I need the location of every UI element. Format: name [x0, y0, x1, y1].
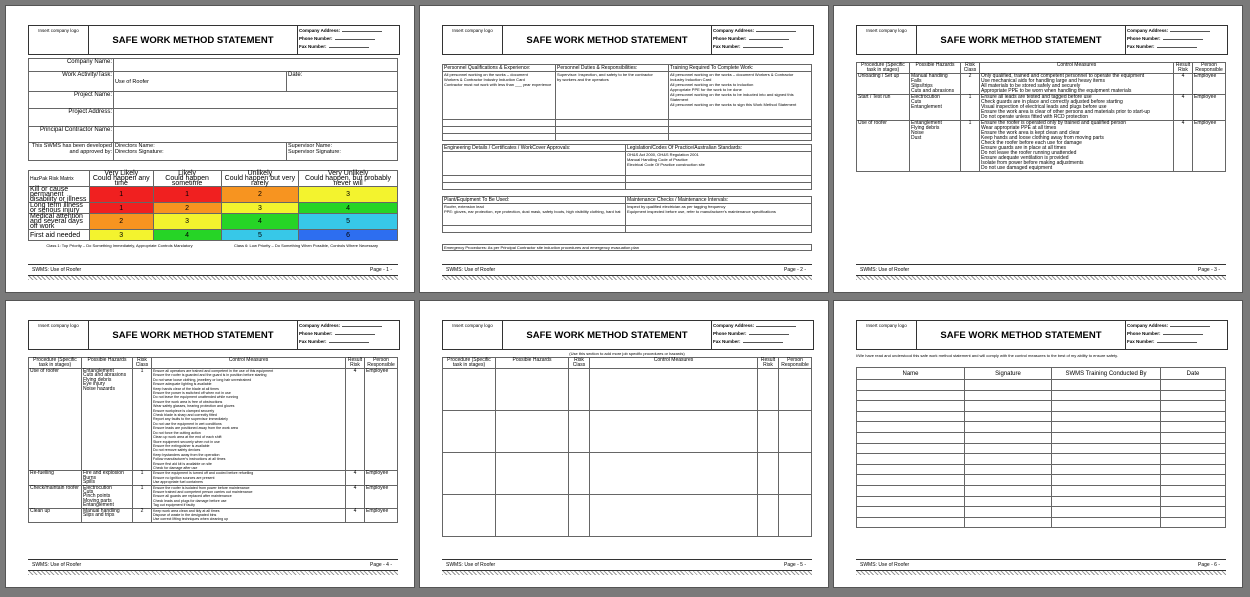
risk-cell: 3 [153, 214, 221, 230]
risk-cell: 2 [153, 203, 221, 214]
signoff-cell[interactable] [1161, 443, 1226, 454]
table-row: Clean up Manual handling Slips and trips 2 Keep work area clean and tidy at all times Dispose of waste in the designated bins Use correct lifting techniques when cleaning up 4 Employee [29, 508, 398, 522]
signoff-cell[interactable] [1161, 422, 1226, 433]
qualifications-table: Personnel Qualifications & Experience: Personnel Duties & Responsibilities: Training Required To Complete Work: All personnel working on the works – document Workers & Contractor Industry Induction Card Contractor must not work with less than ___ year experience Supervisor: Inspection, and safety to be the contractor by workers and the operators All personnel working on the works – document Workers & Contractor Industry Induction Card All personnel working on the works to induction Appropriate PPE for the work to be done All personnel working on the works to be inducted into and signed this Statement All personnel working on the works to sign this Work Method Statement [442, 64, 812, 141]
page-header: Insert company logo SAFE WORK METHOD STATEMENT Company Address: Phone Number: Fax Number: [28, 320, 400, 350]
signoff-cell[interactable] [857, 380, 965, 391]
class6-note: Class 6: Low Priority – Do Something When Possible, Controls Where Necessary [233, 243, 379, 248]
document-title: SAFE WORK METHOD STATEMENT [503, 321, 712, 349]
company-logo: Insert company logo [29, 26, 89, 54]
consequence-label: Kill or cause permanent disability or illness [29, 187, 90, 203]
risk-cell: 1 [153, 187, 221, 203]
signoff-cell[interactable] [1052, 390, 1161, 401]
signoff-cell[interactable] [965, 496, 1052, 507]
signoff-cell[interactable] [965, 411, 1052, 422]
date-label: Date: [287, 72, 398, 92]
supervisor-name-label: Supervisor Name: [288, 143, 333, 149]
signoff-cell[interactable] [1052, 517, 1161, 528]
page-5 [419, 300, 829, 588]
signoff-cell[interactable] [1052, 485, 1161, 496]
section-note: (Use this section to add more job specific procedures or hazards) [569, 351, 685, 356]
signoff-cell[interactable] [857, 517, 965, 528]
signoff-cell[interactable] [1161, 454, 1226, 465]
page-2 [419, 5, 829, 293]
table-row: Start / Test run Electrocution Cuts Entanglement 1 Ensure all leads are tested and tagged before use Check guards are in place and correctly adjusted before starting Visual inspection of electrical leads and plugs before use Ensure the work area is clear of other persons and materials prior to start-up Do not operate unless fitted with RCD protection 4 Employee [857, 95, 1226, 121]
fax-label: Fax Number: [299, 44, 327, 49]
signoff-cell[interactable] [857, 454, 965, 465]
signoff-cell[interactable] [1052, 422, 1161, 433]
risk-cell: 3 [299, 187, 398, 203]
signoff-cell[interactable] [1052, 443, 1161, 454]
page-header: Insert company logo SAFE WORK METHOD STATEMENT Company Address: Phone Number: Fax Number: [442, 320, 814, 350]
likelihood-header: Very Likely Could happen any time [90, 171, 154, 187]
signoff-cell[interactable] [965, 380, 1052, 391]
table-row: Unloading / Set up Manual handling Falls Slips/trips Cuts and abrasions 2 Only qualified, trained and competent personnel to operate the equipment Use mechanical aids for handling large and heavy items All materials to be stored safely and securely Appropriate PPE to be worn when handling the equipment materials 4 Employee [857, 74, 1226, 95]
signoff-cell[interactable] [857, 507, 965, 518]
risk-cell: 5 [299, 214, 398, 230]
table-row: Use of roofer Entanglement Cuts and abrasions Flying debris Eye injury Noise hazards 1 Ensure all operators are trained and competent in the use of this equipment Ensure the roofer is guarded and the guard is in position before starting Do not wear loose clothing, jewellery or long hair unrestrained Ensure adequate lighting is available Keep hands clear of the blade at all times Ensure the power is switched off when not in use Do not leave the equipment unattended while running Ensure the work area is free of obstructions Wear safety glasses, hearing protection and gloves Ensure workpiece is clamped securely Check blade is sharp and correctly fitted Report any faults to the supervisor immediately Do not use the equipment in wet conditions Ensure leads are positioned away from the work area Do not force the cutting action Clean up work area at the end of each shift Store equipment securely when not in use Ensure fire extinguisher is available Do not remove safety devices Keep bystanders away from the operation Follow manufacturer's instructions at all times Ensure first aid kit is available on site Check for damage after use 4 Employee [29, 369, 398, 471]
company-logo: Insert company logo [443, 321, 503, 349]
document-title: SAFE WORK METHOD STATEMENT [89, 321, 298, 349]
signoff-cell[interactable] [965, 485, 1052, 496]
table-row: Check/maintain roofer Electrocution Cuts Pinch points Moving parts Entanglement 1 Ensure the roofer is isolated from power before maintenance Ensure trained and competent person carries out maintenance Ensure all guards are replaced after maintenance Check leads and plugs for damage before use Tag out equipment if faulty 4 Employee [29, 485, 398, 508]
company-logo: Insert company logo [857, 321, 917, 349]
risk-cell: 4 [221, 214, 298, 230]
page-4 [5, 300, 415, 588]
signoff-cell[interactable] [965, 401, 1052, 412]
directors-signature-label: Directors Signature: [115, 149, 164, 155]
risk-matrix [28, 170, 398, 241]
signoff-cell[interactable] [1161, 496, 1226, 507]
signoff-cell[interactable] [857, 432, 965, 443]
company-logo: Insert company logo [857, 26, 917, 54]
signoff-cell[interactable] [965, 464, 1052, 475]
work-activity-label: Work Activity/Task: [29, 72, 114, 92]
signoff-cell[interactable] [857, 411, 965, 422]
signoff-cell[interactable] [1052, 475, 1161, 486]
page-footer: SWMS: Use of Roofer Page - 1 - [28, 264, 398, 276]
phone-label: Phone Number: [299, 36, 333, 41]
project-name-label: Project Name: [29, 92, 114, 109]
developed-by-label: This SWMS has been developed and approved by: [29, 143, 114, 161]
signoff-cell[interactable] [1052, 454, 1161, 465]
document-title: SAFE WORK METHOD STATEMENT [917, 26, 1126, 54]
company-logo: Insert company logo [443, 26, 503, 54]
procedure-table: Procedure (Specific task in stages) Possible Hazards Risk Class Control Measures Result Risk Person Responsible Unloading / Set up Manual handling Falls Slips/trips Cuts and abrasions 2 Only qualified, trained and competent personnel to operate the equipment Use mechanical aids for handling large and heavy items All materials to be stored safely and securely Appropriate PPE to be worn when handling the equipment materials 4 Employee Start / Test run Electrocution Cuts Entanglement 1 Ensure all leads are tested and tagged before use Check guards are in place and correctly adjusted before starting Visual inspection of electrical leads and plugs before use Ensure the work area is clear of other persons and materials prior to start-up Do not operate unless fitted with RCD protection 4 Employee Use of roofer Entanglement Flying debris Noise Dust 1 Ensure the roofer is operated only by trained and qualified person Wear appropriate PPE at all times Ensure the work area is kept clean and clear Keep hands and loose clothing away from moving parts Check the roofer before each use for damage Ensure guards are in place at all times Do not leave the roofer running unattended Ensure adequate ventilation is provided Isolate from power before making adjustments Do not use damaged equipment 4 Employee [856, 62, 1226, 172]
page-1 [5, 5, 415, 293]
page-footer: SWMS: Use of Roofer Page - 2 - [442, 264, 812, 276]
procedure-table: Procedure (Specific task in stages) Possible Hazards Risk Class Control Measures Result Risk Person Responsible Use of roofer Entanglement Cuts and abrasions Flying debris Eye injury Noise hazards 1 Ensure all operators are trained and competent in the use of this equipment Ensure the roofer is guarded and the guard is in position before starting Do not wear loose clothing, jewellery or long hair unrestrained Ensure adequate lighting is available Keep hands clear of the blade at all times Ensure the power is switched off when not in use Do not leave the equipment unattended while running Ensure the work area is free of obstructions Wear safety glasses, hearing protection and gloves Ensure workpiece is clamped securely Check blade is sharp and correctly fitted Report any faults to the supervisor immediately Do not use the equipment in wet conditions Ensure leads are positioned away from the work area Do not force the cutting action Clean up work area at the end of each shift Store equipment securely when not in use Ensure fire extinguisher is available Do not remove safety devices Keep bystanders away from the operation Follow manufacturer's instructions at all times Ensure first aid kit is available on site Check for damage after use 4 Employee Re-fuelling Fire and explosion Burns Spills 1 Ensure the equipment is turned off and cooled before refuelling Ensure no ignition sources are present Use appropriate fuel containers 4 Employee Check/maintain roofer Electrocution Cuts Pinch points Moving parts Entanglement 1 Ensure the roofer is isolated from power before maintenance Ensure trained and competent person carries out maintenance Ensure all guards are replaced after maintenance Check leads and plugs for damage before use Tag out equipment if faulty 4 Employee Clean up Manual handling Slips and trips 2 Keep work area clean and tidy at all times Dispose of waste in the designated bins Use correct lifting techniques when cleaning up 4 Employee [28, 357, 398, 523]
page-header: Insert company logo SAFE WORK METHOD STATEMENT Company Address: Phone Number: Fax Number: [856, 320, 1228, 350]
page-footer: SWMS: Use of Roofer Page - 5 - [442, 559, 812, 571]
signoff-cell[interactable] [1052, 411, 1161, 422]
page-header [28, 25, 400, 55]
signoff-cell[interactable] [1161, 411, 1226, 422]
signoff-cell[interactable] [1052, 507, 1161, 518]
signoff-cell[interactable] [1161, 390, 1226, 401]
risk-cell: 2 [90, 214, 154, 230]
signoff-cell[interactable] [1161, 464, 1226, 475]
signoff-cell[interactable] [965, 390, 1052, 401]
company-address-label: Company Address: [299, 28, 341, 33]
company-name-label: Company Name: [29, 59, 114, 72]
risk-matrix-title: HazPak Risk Matrix [29, 171, 90, 187]
company-logo: Insert company logo [29, 321, 89, 349]
signoff-cell[interactable] [1052, 432, 1161, 443]
page-footer: SWMS: Use of Roofer Page - 4 - [28, 559, 398, 571]
risk-cell: 5 [221, 230, 298, 241]
risk-cell: 1 [90, 203, 154, 214]
project-details-table [28, 58, 398, 161]
signoff-cell[interactable] [1161, 475, 1226, 486]
principal-contractor-label: Principal Contractor Name: [29, 127, 114, 143]
signoff-cell[interactable] [857, 464, 965, 475]
project-address-label: Project Address: [29, 109, 114, 127]
consequence-label: Medical attention and several days off work [29, 214, 90, 230]
plant-table: Plant/Equipment To Be Used: Maintenance Checks / Maintenance Intervals: Roofer, extension lead PPE: gloves, ear protection, eye protection, dust mask, safety boots, high visibility clothing, hard hat Inspect by qualified electrician as per tagging frequency Equipment inspected before use, refer to manufacturer's maintenance specifications [442, 196, 812, 233]
page-footer: SWMS: Use of Roofer Page - 3 - [856, 264, 1226, 276]
signoff-cell[interactable] [857, 496, 965, 507]
consequence-label: Long term illness or serious injury [29, 203, 90, 214]
signoff-cell[interactable] [1052, 496, 1161, 507]
signoff-cell[interactable] [857, 443, 965, 454]
page-6 [833, 300, 1243, 588]
signoff-cell[interactable] [965, 432, 1052, 443]
signoff-cell[interactable] [1052, 401, 1161, 412]
work-activity-value: Use of Roofer [114, 72, 287, 92]
signoff-cell[interactable] [1161, 507, 1226, 518]
procedure-table: Procedure (Specific task in stages) Possible Hazards Risk Class Control Measures Result Risk Person Responsible [442, 357, 812, 537]
signoff-cell[interactable] [965, 422, 1052, 433]
document-title: SAFE WORK METHOD STATEMENT [917, 321, 1126, 349]
page-footer: SWMS: Use of Roofer Page - 6 - [856, 559, 1226, 571]
table-row: Use of roofer Entanglement Flying debris Noise Dust 1 Ensure the roofer is operated only by trained and qualified person Wear appropriate PPE at all times Ensure the work area is kept clean and clear Keep hands and loose clothing away from moving parts Check the roofer before each use for damage Ensure guards are in place at all times Do not leave the roofer running unattended Ensure adequate ventilation is provided Isolate from power before making adjustments Do not use damaged equipment 4 Employee [857, 121, 1226, 172]
signoff-cell[interactable] [857, 401, 965, 412]
likelihood-header: Likely Could happen sometime [153, 171, 221, 187]
signoff-cell[interactable] [857, 475, 965, 486]
signoff-cell[interactable] [1161, 380, 1226, 391]
signoff-cell[interactable] [1161, 517, 1226, 528]
signoff-cell[interactable] [1161, 401, 1226, 412]
page-header: Insert company logo SAFE WORK METHOD STATEMENT Company Address: Phone Number: Fax Number: [856, 25, 1228, 55]
risk-cell: 3 [90, 230, 154, 241]
signoff-table: Name Signature SWMS Training Conducted By Date [856, 367, 1226, 528]
likelihood-header: Unlikely Could happen but very rarely [221, 171, 298, 187]
signoff-cell[interactable] [857, 422, 965, 433]
class1-note: Class 1: Top Priority – Do Something Immediately, Appropriate Controls Mandatory [46, 243, 193, 248]
risk-cell: 6 [299, 230, 398, 241]
risk-cell: 4 [299, 203, 398, 214]
engineering-table: Engineering Details / Certificates / WorkCover Approvals: Legislation/Codes Of Practice/Australian Standards: OH&S Act 2000, OH&S Regulation 2001 Manual Handling Code of Practice Electrical Code Of Practice construction site [442, 144, 812, 190]
document-title: SAFE WORK METHOD STATEMENT [89, 26, 298, 54]
signoff-cell[interactable] [857, 390, 965, 401]
document-title: SAFE WORK METHOD STATEMENT [503, 26, 712, 54]
likelihood-header: Very Unlikely Could happen, but probably never will [299, 171, 398, 187]
signoff-cell[interactable] [965, 507, 1052, 518]
consequence-label: First aid needed [29, 230, 90, 241]
signoff-cell[interactable] [857, 485, 965, 496]
risk-cell: 1 [90, 187, 154, 203]
risk-cell: 2 [221, 187, 298, 203]
risk-cell: 3 [221, 203, 298, 214]
signoff-cell[interactable] [1161, 432, 1226, 443]
emergency-table: Emergency Procedures: As per Principal Contractor site induction procedures and emergency evacuation plan [442, 244, 812, 251]
risk-cell: 4 [153, 230, 221, 241]
page-header: Insert company logo SAFE WORK METHOD STATEMENT Company Address: Phone Number: Fax Number: [442, 25, 814, 55]
signoff-cell[interactable] [965, 454, 1052, 465]
directors-name-label: Directors Name: [115, 143, 155, 149]
signoff-cell[interactable] [965, 443, 1052, 454]
signoff-cell[interactable] [1052, 380, 1161, 391]
page-3 [833, 5, 1243, 293]
signoff-cell[interactable] [1161, 485, 1226, 496]
declaration-text: I/We have read and understood this safe work method statement and will comply with the control measures to the best of my ability to ensure safety. [856, 353, 1118, 358]
signoff-cell[interactable] [1052, 464, 1161, 475]
table-row: Re-fuelling Fire and explosion Burns Spills 1 Ensure the equipment is turned off and cooled before refuelling Ensure no ignition sources are present Use appropriate fuel containers 4 Employee [29, 471, 398, 485]
signoff-cell[interactable] [965, 517, 1052, 528]
supervisor-signature-label: Supervisor Signature: [288, 149, 341, 155]
signoff-cell[interactable] [965, 475, 1052, 486]
